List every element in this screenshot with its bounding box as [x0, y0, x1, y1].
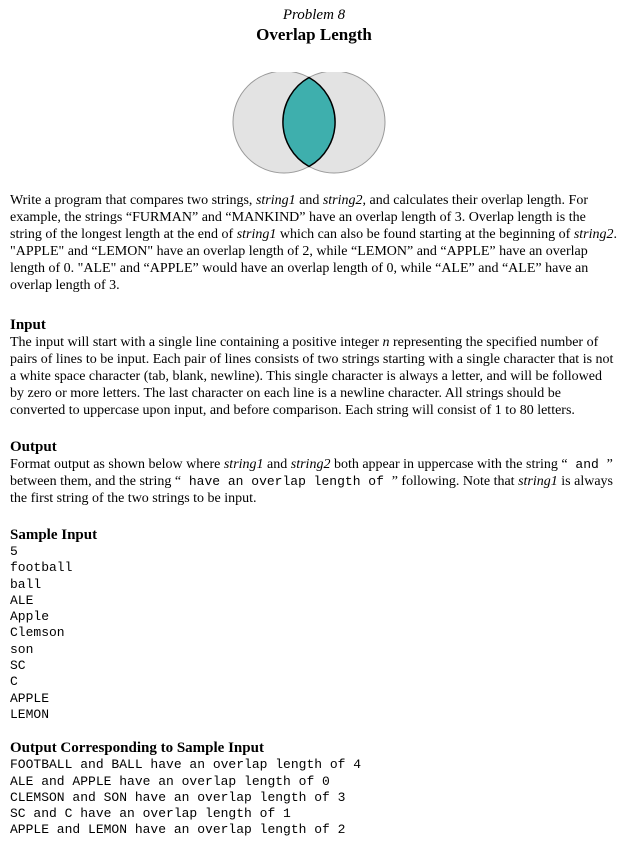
sample-input-line: ALE	[10, 592, 34, 608]
output-text: ” following. Note that	[391, 474, 519, 489]
sample-input-heading: Sample Input	[10, 527, 98, 543]
string2-term: string2	[290, 457, 331, 472]
sample-input-line: C	[10, 674, 18, 690]
input-text: representing the specified number of pairs of lines to be input. Each pair of lines consists of two strings starting with a single character that is not a white space character (tab, blank, newline). This single character is always a letter, and will be followed by zero or more letters. The last character on each line is a newline character. All strings should be converted to uppercase upon input, and before comparison. Each string will consist of 1 to 80 letters.	[10, 335, 614, 418]
string1-term: string1	[223, 457, 264, 472]
sample-output-heading: Output Corresponding to Sample Input	[10, 740, 264, 757]
description-text: and	[295, 193, 323, 208]
sample-input-block	[10, 544, 618, 723]
string1-term: string1	[255, 193, 296, 208]
sample-output-line: APPLE and LEMON have an overlap length of 2	[10, 822, 346, 838]
problem-header	[0, 6, 628, 46]
sample-input-line: SC	[10, 658, 26, 674]
string1-term: string1	[236, 227, 277, 242]
sample-input-line: Apple	[10, 609, 50, 625]
input-text: The input will start with a single line containing a positive integer	[10, 335, 383, 350]
input-paragraph	[10, 334, 618, 419]
output-text: and	[263, 457, 291, 472]
description-text: . "APPLE" and “LEMON" have an overlap length of 2, while “LEMON” and “APPLE” have an overlap length of 0. "ALE" and “APPLE” would have an overlap length of 0, while “ALE” and “ALE” have an overlap length of 3.	[10, 227, 617, 293]
problem-number: Problem 8	[282, 7, 346, 23]
sample-input-line: LEMON	[10, 706, 50, 722]
overlap-literal: have an overlap length of	[181, 474, 392, 489]
string2-term: string2	[322, 193, 363, 208]
output-paragraph	[10, 456, 618, 507]
output-text: both appear in uppercase with the string “	[330, 457, 568, 472]
sample-output-line: CLEMSON and SON have an overlap length of 3	[10, 789, 346, 805]
output-text: is always the first string of the two strings to be input.	[10, 474, 613, 506]
input-heading: Input	[10, 317, 46, 333]
n-term: n	[382, 335, 390, 350]
output-text: Format output as shown below where	[10, 457, 224, 472]
and-literal: and	[567, 457, 607, 472]
output-text: ” between them, and the string “	[10, 457, 613, 489]
sample-input-line: Clemson	[10, 625, 65, 641]
description-paragraph	[10, 192, 618, 294]
string2-term: string2	[573, 227, 614, 242]
description-text: which can also be found starting at the beginning of	[276, 227, 574, 242]
venn-diagram	[229, 72, 399, 176]
description-text: , and calculates their overlap length. For example, the strings “FURMAN” and “MANKIND” have an overlap length of 3. Overlap length is the string of the longest length at the end of	[10, 193, 589, 242]
problem-body	[10, 192, 618, 839]
sample-input-line: 5	[10, 544, 18, 559]
sample-output-block	[10, 757, 618, 838]
sample-input-line: APPLE	[10, 690, 50, 706]
description-text: Write a program that compares two strings,	[10, 193, 256, 208]
problem-title: Overlap Length	[256, 25, 372, 44]
string1-term: string1	[518, 474, 558, 489]
sample-output-line: FOOTBALL and BALL have an overlap length of 4	[10, 757, 362, 773]
sample-input-line: football	[10, 560, 73, 576]
sample-input-line: son	[10, 641, 34, 657]
output-heading: Output	[10, 439, 57, 455]
sample-input-line: ball	[10, 576, 42, 592]
sample-output-line: SC and C have an overlap length of 1	[10, 806, 291, 822]
sample-output-line: ALE and APPLE have an overlap length of 0	[10, 773, 330, 789]
